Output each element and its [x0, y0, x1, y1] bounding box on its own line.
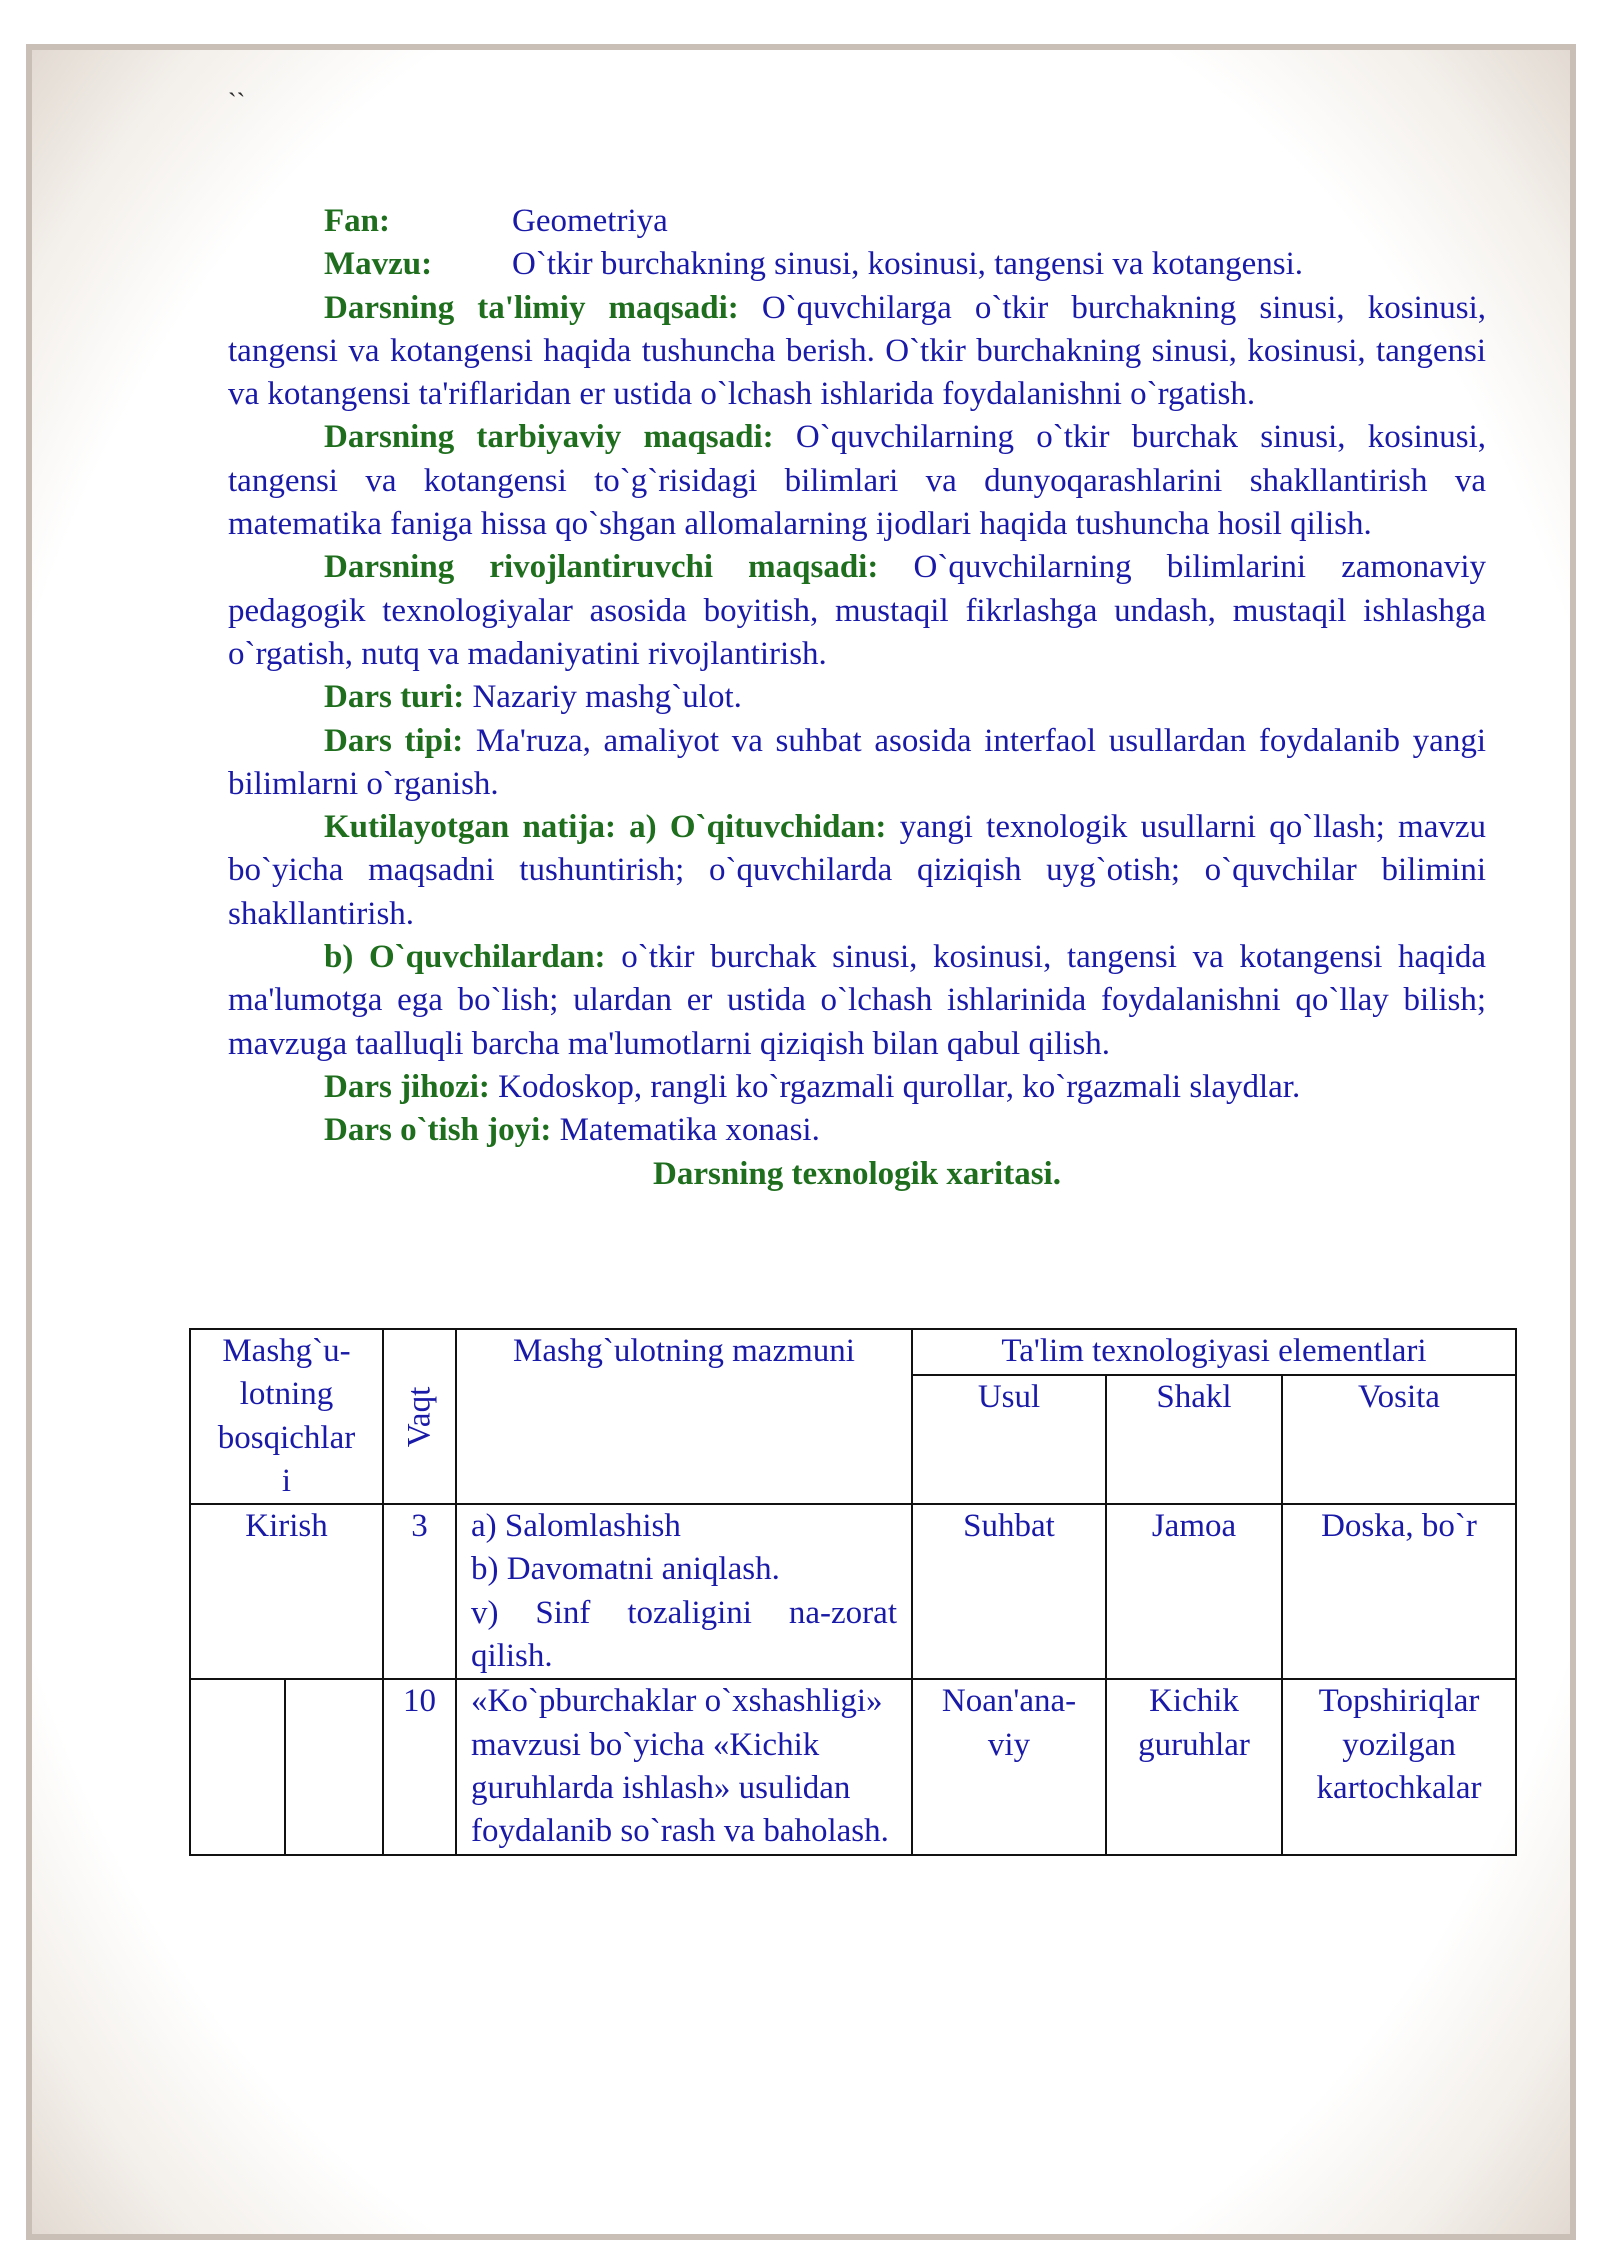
- expected-result-students-label: b) O`quvchilardan:: [324, 939, 606, 976]
- row-content: [456, 1504, 912, 1679]
- educational-goal: [228, 287, 1486, 417]
- header-method: Usul: [912, 1375, 1106, 1504]
- header-time-label: Vaqt: [400, 1386, 437, 1447]
- row-means-line: Topshiriqlar: [1318, 1683, 1480, 1720]
- header-form: Shakl: [1106, 1375, 1282, 1504]
- expected-result-teacher-text: yangi texnologik usullarni qo`llash; mavzu bo`yicha maqsadni tushuntirish; o`quvchilarda qiziqish uyg`otish; o`quvchilar bilimini shakllantirish.: [228, 809, 1487, 932]
- row-means: Doska, bo`r: [1282, 1504, 1516, 1679]
- topic-label: Mavzu:: [324, 246, 433, 283]
- lesson-equipment: [228, 1066, 1486, 1109]
- lesson-type: [228, 720, 1486, 807]
- expected-result-teacher: [228, 806, 1486, 936]
- header-means: Vosita: [1282, 1375, 1516, 1504]
- lesson-kind: [228, 676, 1486, 719]
- developmental-goal-label: Darsning rivojlantiruvchi maqsadi:: [324, 549, 879, 586]
- row-form: Jamoa: [1106, 1504, 1282, 1679]
- upbringing-goal-text: O`quvchilarning o`tkir burchak sinusi, kosinusi, tangensi va kotangensi to`g`risidagi bilimlari va dunyoqarashlarini shakllantirish va matematika faniga hissa qo`shgan allomalarning ijodlari haqida tushuncha hosil qilish.: [228, 419, 1486, 543]
- table-row: [190, 1504, 1516, 1679]
- row-stage-empty: [285, 1679, 383, 1854]
- expected-result-students-text: o`tkir burchak sinusi, kosinusi, tangensi va kotangensi haqida ma'lumotga ega bo`lish; ulardan er ustida o`lchash ishlarinida foydalanishni qo`llay bilish; mavzuga taalluqli barcha ma'lumotlarni qiziqish bilan qabul qilish.: [228, 939, 1486, 1062]
- row-means: [1282, 1679, 1516, 1854]
- expected-result-students: [228, 936, 1486, 1066]
- row-means-line: kartochkalar: [1316, 1769, 1482, 1806]
- header-stages-line: Mashg`u-: [222, 1333, 351, 1369]
- lesson-venue: [228, 1109, 1486, 1152]
- row-stage: [190, 1679, 285, 1854]
- row-form-line: Kichik: [1149, 1683, 1239, 1720]
- lesson-kind-label: Dars turi:: [324, 679, 465, 716]
- row-content-line: v) Sinf tozaligini na-zorat qilish.: [471, 1594, 897, 1675]
- row-form-line: guruhlar: [1138, 1726, 1250, 1763]
- topic-value: O`tkir burchakning sinusi, kosinusi, tangensi va kotangensi.: [512, 246, 1303, 283]
- lesson-type-label: Dars tipi:: [324, 722, 464, 759]
- row-form: [1106, 1679, 1282, 1854]
- page-marker: ``: [228, 88, 246, 117]
- row-stage: Kirish: [190, 1504, 383, 1679]
- lesson-plan-text: [228, 200, 1486, 1196]
- upbringing-goal: [228, 416, 1486, 546]
- topic-line: [228, 243, 1486, 286]
- lesson-equipment-label: Dars jihozi:: [324, 1068, 490, 1105]
- header-stages-line: bosqichlar: [217, 1419, 356, 1456]
- lesson-equipment-text: Kodoskop, rangli ko`rgazmali qurollar, ko`rgazmali slaydlar.: [498, 1068, 1301, 1105]
- row-method: Suhbat: [912, 1504, 1106, 1679]
- header-stages-line: i: [281, 1462, 292, 1499]
- subject-value: Geometriya: [512, 203, 668, 239]
- header-elements: Ta'lim texnologiyasi elementlari: [912, 1329, 1516, 1375]
- educational-goal-text: O`quvchilarga o`tkir burchakning sinusi, kosinusi, tangensi va kotangensi haqida tushuncha berish. O`tkir burchakning sinusi, kosinusi, tangensi va kotangensi ta'riflaridan er ustida o`lchash ishlarida foydalanishni o`rgatish.: [228, 289, 1486, 413]
- table-title: Darsning texnologik xaritasi.: [653, 1155, 1061, 1192]
- row-content: «Ko`pburchaklar o`xshashligi» mavzusi bo`yicha «Kichik guruhlarda ishlash» usulidan foydalanib so`rash va baholash.: [456, 1679, 912, 1854]
- row-time: 10: [383, 1679, 456, 1854]
- developmental-goal-text: O`quvchilarning bilimlarini zamonaviy pedagogik texnologiyalar asosida boyitish, mustaqil fikrlashga undash, mustaqil ishlashga o`rgatish, nutq va madaniyatini rivojlantirish.: [228, 549, 1487, 672]
- header-content: Mashg`ulotning mazmuni: [456, 1329, 912, 1504]
- row-content-line: b) Davomatni aniqlash.: [471, 1551, 780, 1588]
- table-header-row: [190, 1329, 1516, 1375]
- lesson-venue-label: Dars o`tish joyi:: [324, 1112, 552, 1149]
- lesson-venue-text: Matematika xonasi.: [559, 1112, 820, 1149]
- expected-result-teacher-label: Kutilayotgan natija: a) O`qituvchidan:: [324, 809, 887, 846]
- row-means-line: yozilgan: [1342, 1726, 1456, 1763]
- educational-goal-label: Darsning ta'limiy maqsadi:: [324, 289, 739, 326]
- lesson-type-text: Ma'ruza, amaliyot va suhbat asosida interfaol usullardan foydalanib yangi bilimlarni o`rganish.: [228, 722, 1486, 802]
- row-method-line: Noan'ana-: [941, 1683, 1077, 1720]
- technological-map-table: [189, 1328, 1517, 1856]
- subject-label: Fan:: [324, 203, 390, 239]
- header-stages: [190, 1329, 383, 1504]
- table-row: [190, 1679, 1516, 1854]
- lesson-kind-text: Nazariy mashg`ulot.: [472, 679, 742, 716]
- subject-line: [228, 200, 1486, 243]
- row-method: [912, 1679, 1106, 1854]
- header-time: [383, 1329, 456, 1504]
- row-time: 3: [383, 1504, 456, 1679]
- developmental-goal: [228, 546, 1486, 676]
- upbringing-goal-label: Darsning tarbiyaviy maqsadi:: [324, 419, 774, 456]
- header-stages-line: lotning: [239, 1376, 334, 1413]
- row-method-line: viy: [987, 1726, 1031, 1763]
- row-content-line: a) Salomlashish: [471, 1508, 681, 1545]
